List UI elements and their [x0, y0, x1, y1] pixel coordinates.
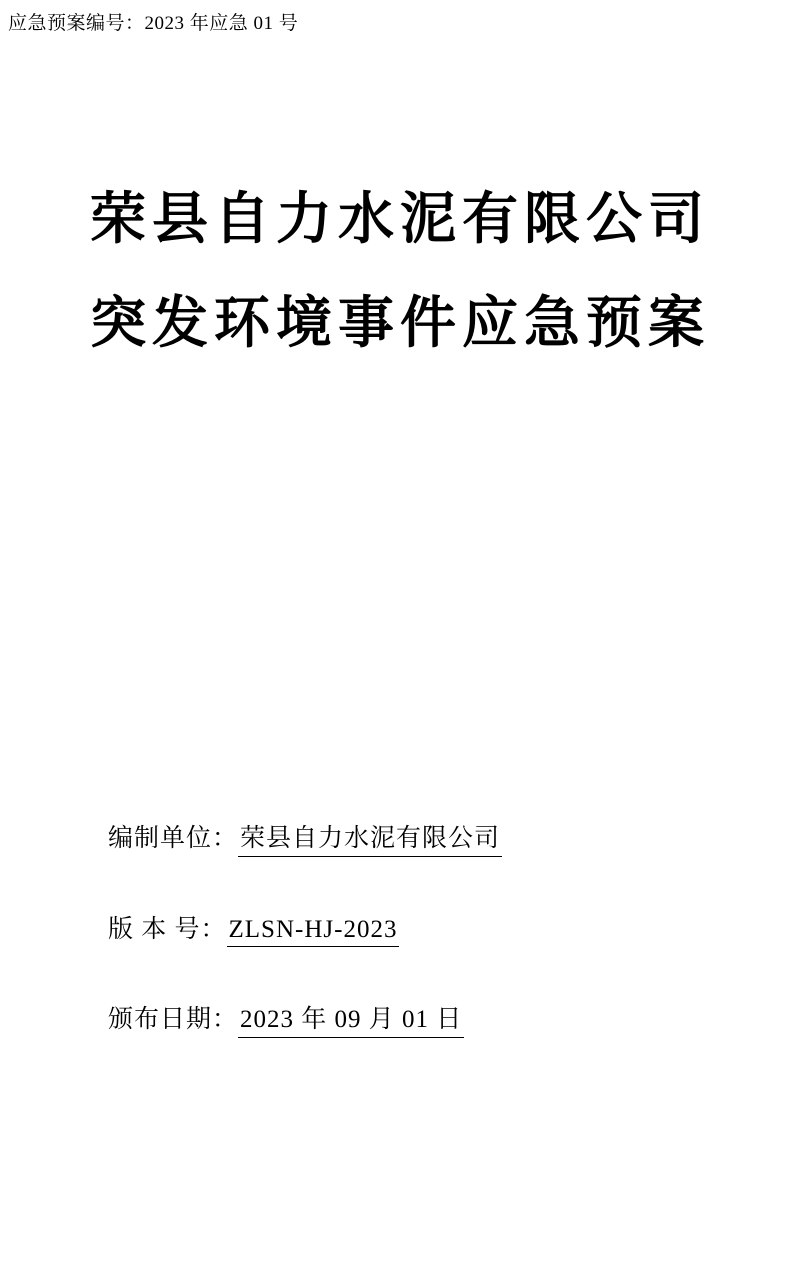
issuer-value: 荣县自力水泥有限公司	[238, 818, 502, 857]
plan-number-line: 应急预案编号：2023 年应急 01 号	[8, 13, 299, 34]
document-title	[0, 168, 800, 375]
metadata-row-issuer	[108, 818, 728, 857]
release-date-label: 颁布日期：	[108, 1006, 239, 1033]
document-metadata	[108, 818, 728, 1090]
release-date-value: 2023 年 09 月 01 日	[238, 999, 464, 1038]
metadata-row-date	[108, 999, 728, 1038]
title-line-2: 突发环境事件应急预案	[90, 290, 710, 356]
version-value: ZLSN-HJ-2023	[227, 916, 400, 947]
metadata-row-version	[108, 909, 728, 947]
issuer-label: 编制单位：	[108, 825, 239, 852]
title-line-1: 荣县自力水泥有限公司	[90, 187, 710, 252]
version-label: 版 本 号：	[108, 916, 227, 943]
